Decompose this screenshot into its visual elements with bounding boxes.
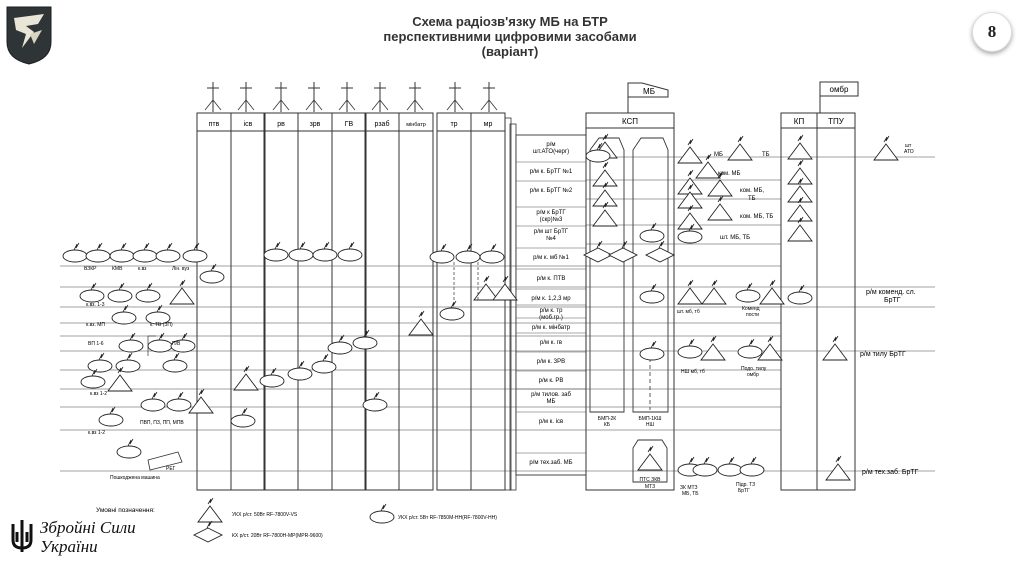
brand-text	[40, 518, 136, 556]
antenna-icon	[407, 82, 423, 112]
kom-mb-tb2-label: ком. МБ, ТБ	[740, 214, 774, 220]
net-label: р/м к. БрТГ №2	[529, 188, 573, 194]
kp-label: КП	[793, 117, 805, 126]
net-label: р/м к. РВ	[538, 378, 564, 384]
ksp-label: КСП	[621, 117, 639, 126]
kom-mb-tb-label: ком. МБ,	[740, 188, 765, 194]
vhf-5w-radio-icon	[363, 392, 387, 411]
bmp1kshch-label: БМП-1КШ	[638, 416, 662, 422]
bmp1kshch-vehicle	[633, 138, 668, 412]
pidr-tz-label: Підр. ТЗ	[736, 482, 756, 488]
bmp2k-label: БМП-2К	[597, 416, 617, 422]
vhf-50w-radio-icon	[678, 205, 702, 229]
antenna-row	[205, 82, 497, 112]
zk-mtz-label: ЗК МТЗ	[680, 485, 698, 491]
tpu-box	[817, 113, 855, 490]
column-label: зрв	[309, 121, 321, 128]
column-label: рзаб	[374, 121, 390, 128]
vhf-5w-radio-icon	[88, 353, 112, 372]
komend-label: Коменд	[742, 306, 760, 312]
vhf-50w-radio-icon	[702, 280, 726, 304]
kvz13-label: к.вз. 1-3	[86, 302, 105, 308]
unit-column	[264, 113, 298, 490]
column-label: птв	[208, 121, 220, 128]
mb-label: МБ	[714, 152, 723, 158]
net-label-sub: №4	[546, 236, 556, 242]
lin-vuz-label: Лін. вуз	[172, 266, 190, 272]
vhf-5w-radio-icon	[288, 361, 312, 380]
sht-mb-tb-small-label: шт. мб, тб	[677, 309, 700, 315]
pvp-label: ПВП, ПЗ, ПП, МПВ	[140, 420, 184, 426]
reg-label: РЕГ	[166, 466, 176, 472]
legend-item-1: УКХ р/ст. 50Вт RF-7800V-VS	[232, 512, 298, 518]
column-label: мінбатр	[406, 122, 426, 128]
net-label: р/м к БрТГ	[536, 210, 566, 216]
vhf-5w-radio-icon	[112, 305, 136, 324]
net-label: р/м тилов. заб	[531, 392, 571, 398]
vhf-5w-radio-icon	[117, 439, 141, 458]
flag-mb-label: МБ	[643, 87, 655, 96]
vhf-5w-radio-icon	[693, 457, 717, 476]
kom-mb-label: ком. МБ	[718, 171, 741, 177]
vhf-5w-radio-icon	[264, 242, 288, 261]
pv-label: П/В	[172, 341, 181, 347]
vhf-50w-radio-icon	[874, 136, 898, 160]
pidr-tz-sub: БрТГ	[738, 488, 750, 494]
unit-column	[298, 113, 332, 490]
vhf-50w-radio-icon	[788, 135, 812, 159]
vhf-50w-radio-icon	[474, 276, 498, 300]
vhf-5w-radio-icon	[456, 244, 480, 263]
hf-20w-radio-icon	[194, 521, 222, 542]
komend-net-sub: БрТГ	[884, 297, 901, 304]
pod-tylu-sub: омбр	[747, 372, 759, 378]
vhf-5w-radio-icon	[788, 285, 812, 304]
zk-mtz-sub: МБ, ТБ	[682, 491, 699, 497]
unit-column	[231, 113, 265, 490]
column-label: мр	[483, 121, 493, 128]
vhf-50w-radio-icon	[758, 336, 782, 360]
vhf-5w-radio-icon	[141, 392, 165, 411]
pod-tylu-label: Подо. тилу	[741, 366, 767, 372]
column-label: тр	[450, 121, 458, 128]
vhf-5w-radio-icon	[183, 243, 207, 262]
kvz-mp-label: к.вз. МП	[86, 322, 106, 328]
unit-column	[437, 113, 471, 490]
kvz-label: к.вз	[138, 266, 147, 272]
kom-mb-tb-sub: ТБ	[748, 196, 756, 202]
net-label-sub: (моб.гр.)	[539, 315, 563, 321]
sht-mb-tb-label: шт. МБ, ТБ	[720, 235, 751, 241]
komend-net-label: р/м коменд. сл.	[866, 289, 916, 296]
antenna-icon	[306, 82, 322, 112]
antenna-icon	[205, 82, 221, 112]
vhf-50w-radio-icon	[728, 136, 752, 160]
net-label: р/м к. тр	[539, 308, 563, 314]
brand-line-2: України	[40, 537, 98, 556]
trident-icon	[8, 518, 36, 558]
k-tp-label: к. ТВ (ЗП)	[150, 322, 173, 328]
net-label: р/м к. мінбатр	[531, 325, 571, 331]
vhf-50w-radio-icon	[170, 280, 194, 304]
vhf-50w-radio-icon	[678, 184, 702, 208]
vhf-50w-radio-icon	[493, 276, 517, 300]
tb-label: ТБ	[762, 152, 770, 158]
ato-label: шт	[905, 143, 912, 149]
column-label: ісв	[243, 121, 253, 128]
kmv-label: КМВ	[112, 266, 123, 272]
vhf-50w-radio-icon	[760, 280, 784, 304]
vhf-5w-radio-icon	[167, 392, 191, 411]
vhf-50w-radio-icon	[701, 336, 725, 360]
legend-title: Умовні позначення:	[96, 507, 155, 514]
pts-sub: МТЗ	[644, 484, 656, 490]
vhf-5w-radio-icon	[231, 408, 255, 427]
ato-sub: АТО	[904, 149, 914, 155]
vhf-50w-radio-icon	[708, 196, 732, 220]
net-label: р/м к. ПТВ	[536, 276, 566, 282]
vhf-5w-radio-icon	[440, 301, 464, 320]
nsh-label: НШ мб, тб	[681, 369, 705, 375]
vhf-5w-radio-icon	[136, 283, 160, 302]
vhf-5w-radio-icon	[430, 244, 454, 263]
antenna-icon	[339, 82, 355, 112]
antenna-icon	[372, 82, 388, 112]
vhf-50w-radio-icon	[189, 389, 213, 413]
net-label: р/м к. гв	[539, 340, 563, 346]
net-label: р/м	[546, 142, 556, 148]
vhf-50w-radio-icon	[234, 366, 258, 390]
vhf-5w-radio-icon	[718, 457, 742, 476]
vhf-5w-radio-icon	[480, 244, 504, 263]
vhf-5w-radio-icon	[99, 407, 123, 426]
vhf-50w-radio-icon	[678, 170, 702, 194]
vhf-5w-radio-icon	[63, 243, 87, 262]
unit-column	[365, 113, 399, 490]
vzkr-label: ВЗКР	[84, 266, 97, 272]
tylu-net-label: р/м тилу БрТГ	[860, 351, 906, 358]
net-label-sub: (скр)№3	[539, 217, 563, 223]
column-label: ГВ	[344, 121, 354, 128]
vhf-50w-radio-icon	[678, 280, 702, 304]
vhf-5w-radio-icon	[738, 339, 762, 358]
antenna-icon	[447, 82, 463, 112]
unit-column	[399, 113, 433, 490]
poshk-label: Пошкоджена машина	[110, 475, 160, 481]
unit-column	[471, 113, 505, 490]
title-line-3: (варіант)	[481, 44, 539, 59]
kvz12b-label: к.вз 1-2	[88, 430, 106, 436]
right-annotations	[860, 143, 919, 476]
vhf-5w-radio-icon	[313, 242, 337, 261]
antenna-icon	[481, 82, 497, 112]
kvz12-label: к.вз 1-2	[90, 391, 108, 397]
net-label-sub: МБ	[546, 399, 556, 405]
vhf-5w-radio-icon	[338, 242, 362, 261]
brand-line-1: Збройні Сили	[40, 518, 136, 537]
bmp2k-sub: КБ	[603, 422, 611, 428]
title-line-2: перспективними цифровими засобами	[383, 29, 637, 44]
unit-columns	[197, 113, 505, 490]
vp16-label: ВП 1-6	[88, 341, 104, 347]
column-label: рв	[277, 121, 285, 128]
net-label: р/м к. БрТГ №1	[529, 169, 573, 175]
komend-sub: пости	[746, 312, 760, 318]
vhf-5w-radio-icon	[678, 339, 702, 358]
vhf-5w-radio-icon	[736, 283, 760, 302]
vhf-5w-radio-icon	[200, 264, 224, 283]
flag-ombr-label: омбр	[829, 85, 849, 94]
tpu-label: ТПУ	[828, 117, 844, 126]
unit-column	[197, 113, 231, 490]
radio-net-lines	[60, 157, 935, 471]
net-label: р/м к. мб №1	[533, 255, 569, 261]
vhf-5w-radio-icon	[163, 353, 187, 372]
antenna-icon	[238, 82, 254, 112]
vhf-5w-radio-icon	[116, 353, 140, 372]
vhf-5w-radio-icon	[289, 242, 313, 261]
vhf-5w-radio-icon	[133, 243, 157, 262]
vhf-5w-radio-icon	[370, 504, 394, 523]
title-line-1: Схема радіозв'язку МБ на БТР	[412, 14, 608, 29]
pts-label: ПТС ЗКВ	[639, 477, 661, 483]
vhf-5w-radio-icon	[156, 243, 180, 262]
bmp1kshch-sub: НШ	[645, 422, 655, 428]
net-label: р/м тех.заб. МБ	[529, 460, 573, 466]
net-label: р/м к. 1,2,3 мр	[531, 296, 571, 302]
vhf-5w-radio-icon	[86, 243, 110, 262]
vhf-5w-radio-icon	[108, 283, 132, 302]
unit-column	[332, 113, 366, 490]
page-number-badge: 8	[972, 12, 1012, 52]
tekh-net-label: р/м тех.заб. БрТГ	[862, 469, 919, 476]
antenna-icon	[273, 82, 289, 112]
net-label-sub: шт.АТО(черг)	[532, 149, 570, 155]
legend-item-2: УКХ р/ст. 5Вт RF-7850M-HH(RF-7800V-HH)	[398, 515, 497, 521]
net-label: р/м шт БрТГ	[533, 229, 569, 235]
vhf-50w-radio-icon	[198, 498, 222, 522]
net-label: р/м к. ЗРВ	[536, 359, 566, 365]
vhf-5w-radio-icon	[80, 283, 104, 302]
vhf-5w-radio-icon	[740, 457, 764, 476]
vhf-50w-radio-icon	[678, 139, 702, 163]
legend-item-3: КХ р/ст. 20Вт RF-7800H-MP(MPR-9600)	[232, 533, 323, 539]
net-label: р/м к. ісв	[538, 419, 564, 425]
vhf-5w-radio-icon	[110, 243, 134, 262]
vhf-50w-radio-icon	[823, 336, 847, 360]
damaged-vehicle-icon	[148, 452, 182, 470]
vhf-50w-radio-icon	[826, 456, 850, 480]
